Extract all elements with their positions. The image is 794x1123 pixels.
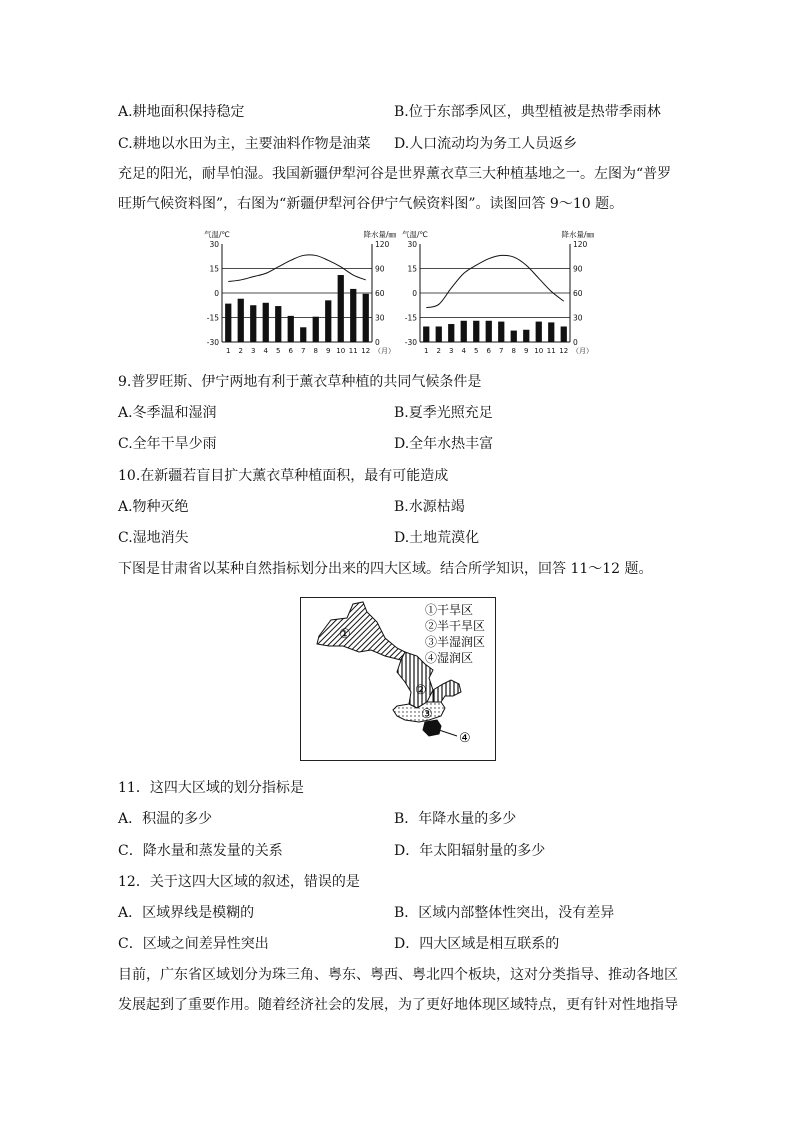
x-tick-label: 12 [559, 347, 569, 355]
x-tick-label: 5 [276, 347, 281, 355]
q8-option-a: A.耕地面积保持稳定 [118, 104, 245, 120]
y2-tick-label: 90 [573, 264, 583, 274]
outro-paragraph-line-1: 目前，广东省区域划分为珠三角、粤东、粤西、粤北四个板块，这对分类指导、推动各地区 [118, 967, 678, 983]
precipitation-bar [511, 331, 517, 342]
q12-option-c: C．区域之间差异性突出 [118, 936, 269, 952]
precipitation-bar [288, 316, 294, 342]
x-tick-label: 5 [474, 347, 479, 355]
x-tick-label: 10 [534, 347, 544, 355]
x-tick-label: 6 [486, 347, 491, 355]
precipitation-bar [313, 317, 319, 342]
precipitation-bar [548, 322, 554, 342]
q9-option-c: C.全年干旱少雨 [118, 436, 217, 452]
q10-option-d: D.土地荒漠化 [394, 530, 480, 546]
x-tick-label: 1 [226, 347, 231, 355]
y2-tick-label: 90 [375, 264, 385, 274]
y-axis-title: 气温/℃ [204, 230, 230, 239]
q11-option-b: B．年降水量的多少 [394, 811, 517, 827]
marker-4: ④ [459, 731, 471, 746]
precipitation-bar [561, 326, 567, 342]
gansu-map-drawing [301, 598, 495, 760]
y2-tick-label: 30 [573, 313, 583, 323]
x-axis-unit: （月） [572, 347, 593, 355]
q8-option-c: C.耕地以水田为主，主要油料作物是油菜 [118, 136, 371, 152]
x-tick-label: 3 [251, 347, 256, 355]
q9-option-d: D.全年水热丰富 [394, 436, 494, 452]
x-tick-label: 4 [263, 347, 268, 355]
y-tick-label: -15 [206, 313, 219, 323]
x-tick-label: 9 [326, 347, 331, 355]
y2-tick-label: 60 [573, 289, 583, 298]
y-tick-label: -15 [404, 313, 417, 323]
precipitation-bar [423, 326, 429, 342]
x-axis-unit: （月） [374, 347, 395, 355]
x-tick-label: 11 [546, 347, 556, 355]
precipitation-bar [300, 327, 306, 342]
y-axis-title: 气温/℃ [402, 230, 428, 239]
precipitation-bar [523, 330, 529, 342]
legend-semi-arid: ②半干旱区 [425, 619, 486, 633]
precipitation-bar [250, 305, 256, 342]
x-tick-label: 8 [313, 347, 318, 355]
x-tick-label: 10 [336, 347, 346, 355]
gansu-region-map [300, 597, 496, 761]
x-tick-label: 3 [449, 347, 454, 355]
marker-3: ③ [421, 707, 433, 722]
q12-stem: 12．关于这四大区域的叙述，错误的是 [118, 874, 360, 890]
legend-arid: ①干旱区 [425, 603, 474, 617]
x-tick-label: 2 [238, 347, 243, 355]
marker-1: ① [339, 627, 351, 642]
q12-option-b: B．区域内部整体性突出，没有差异 [394, 905, 615, 921]
region-humid [423, 720, 441, 736]
y2-axis-title: 降水量/㎜ [561, 230, 594, 239]
x-tick-label: 11 [348, 347, 358, 355]
y2-tick-label: 0 [573, 338, 578, 347]
precipitation-bar [536, 322, 542, 342]
y-tick-label: 30 [209, 240, 219, 249]
y2-tick-label: 120 [375, 240, 390, 249]
x-tick-label: 1 [424, 347, 429, 355]
precipitation-bar [498, 322, 504, 342]
x-tick-label: 12 [361, 347, 371, 355]
y-tick-label: 15 [209, 264, 219, 274]
q12-option-a: A．区域界线是模糊的 [118, 905, 255, 921]
precipitation-bar [473, 321, 479, 342]
intro-paragraph-line-2: 旺斯气候资料图”，右图为“新疆伊犁河谷伊宁气候资料图”。读图回答 9～10 题。 [118, 196, 624, 212]
y-tick-label: -30 [404, 338, 417, 347]
q11-option-a: A．积温的多少 [118, 811, 213, 827]
y2-axis-title: 降水量/㎜ [363, 230, 396, 239]
precipitation-bar [436, 326, 442, 342]
precipitation-bar [486, 321, 492, 342]
climate-chart-yining [396, 228, 596, 362]
x-tick-label: 7 [499, 347, 504, 355]
y2-tick-label: 60 [375, 289, 385, 298]
y-tick-label: 0 [214, 289, 219, 298]
precipitation-bar [461, 321, 467, 342]
q10-option-c: C.湿地消失 [118, 530, 189, 546]
x-tick-label: 8 [511, 347, 516, 355]
q10-stem: 10.在新疆若盲目扩大薰衣草种植面积，最有可能造成 [118, 468, 449, 484]
precipitation-bar [275, 306, 281, 342]
x-tick-label: 7 [301, 347, 306, 355]
marker-2: ② [415, 683, 427, 698]
precipitation-bar [338, 275, 344, 342]
climate-chart-provence [198, 228, 396, 362]
q11-stem: 11．这四大区域的划分指标是 [118, 780, 304, 796]
q12-option-d: D．四大区域是相互联系的 [394, 936, 560, 952]
precipitation-bar [350, 289, 356, 342]
precipitation-bar [363, 294, 369, 342]
y2-tick-label: 0 [375, 338, 380, 347]
legend-semi-humid: ③半湿润区 [425, 635, 486, 649]
q8-option-d: D.人口流动均为务工人员返乡 [394, 136, 578, 152]
y-tick-label: -30 [206, 338, 219, 347]
temperature-line [426, 255, 564, 307]
q10-option-a: A.物种灭绝 [118, 499, 189, 515]
precipitation-bar [325, 300, 331, 342]
q9-stem: 9.普罗旺斯、伊宁两地有利于薰衣草种植的共同气候条件是 [118, 374, 482, 390]
x-tick-label: 4 [461, 347, 466, 355]
q11-option-d: D．年太阳辐射量的多少 [394, 843, 546, 859]
intro-paragraph-2: 下图是甘肃省以某种自然指标划分出来的四大区域。结合所学知识，回答 11～12 题。 [118, 561, 653, 577]
x-tick-label: 2 [436, 347, 441, 355]
precipitation-bar [225, 304, 231, 342]
y2-tick-label: 120 [573, 240, 588, 249]
intro-paragraph-line-1: 充足的阳光，耐旱怕湿。我国新疆伊犁河谷是世界薰衣草三大种植基地之一。左图为“普罗 [118, 166, 672, 182]
precipitation-bar [263, 303, 269, 342]
y-tick-label: 30 [407, 240, 417, 249]
q9-option-b: B.夏季光照充足 [394, 405, 493, 421]
y2-tick-label: 30 [375, 313, 385, 323]
x-tick-label: 6 [288, 347, 293, 355]
q9-option-a: A.冬季温和湿润 [118, 405, 217, 421]
y-tick-label: 15 [407, 264, 417, 274]
legend-humid: ④湿润区 [425, 651, 474, 665]
y-tick-label: 0 [412, 289, 417, 298]
x-tick-label: 9 [524, 347, 529, 355]
precipitation-bar [448, 324, 454, 342]
q10-option-b: B.水源枯竭 [394, 499, 465, 515]
precipitation-bar [238, 299, 244, 342]
region-arid [317, 602, 405, 660]
region-semi-arid-east [433, 680, 461, 702]
q8-option-b: B.位于东部季风区，典型植被是热带季雨林 [394, 104, 661, 120]
q11-option-c: C．降水量和蒸发量的关系 [118, 843, 283, 859]
outro-paragraph-line-2: 发展起到了重要作用。随着经济社会的发展，为了更好地体现区域特点，更有针对性地指导 [118, 997, 678, 1013]
